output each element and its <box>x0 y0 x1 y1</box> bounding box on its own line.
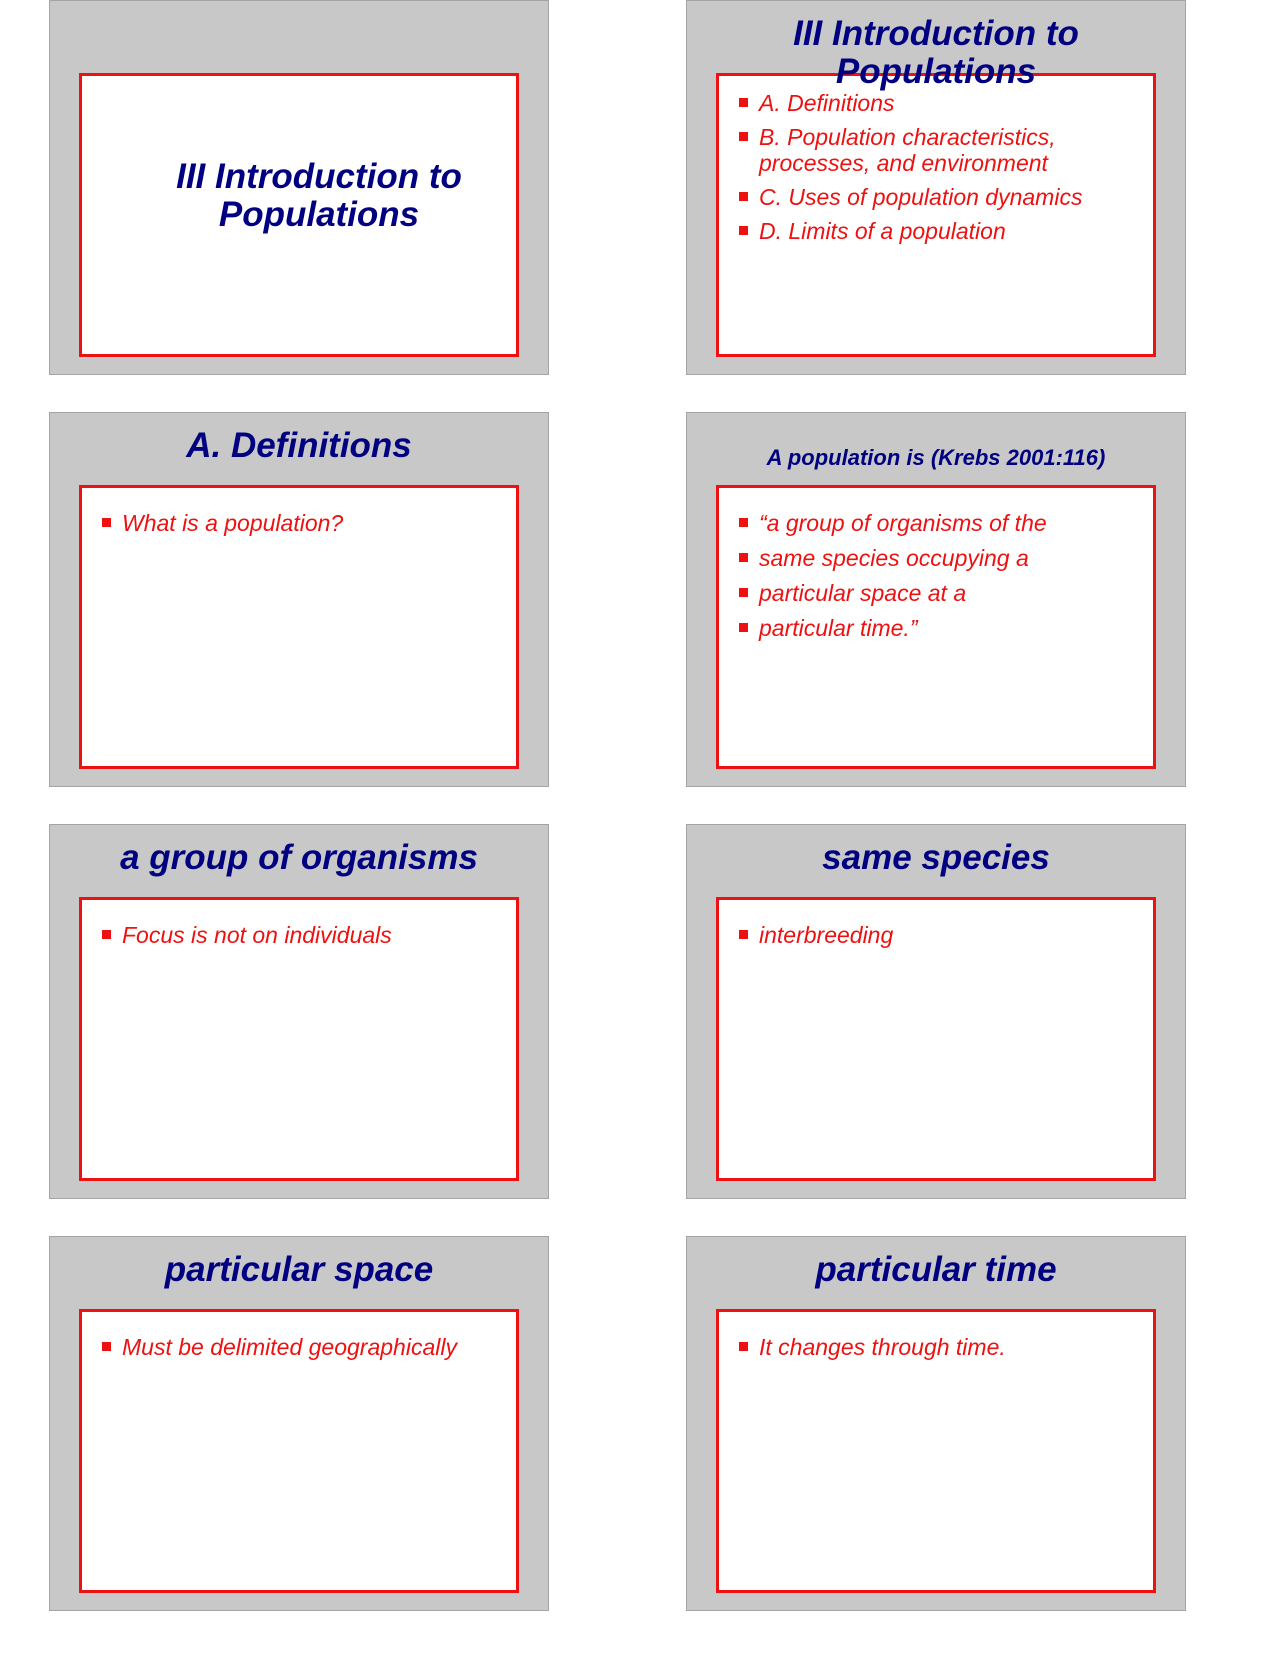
bullet-item: C. Uses of population dynamics <box>739 184 1137 210</box>
bullet-list <box>719 488 1153 641</box>
bullet-item: D. Limits of a population <box>739 218 1137 244</box>
bullet-list <box>719 76 1153 244</box>
slide-title: a group of organisms <box>120 838 478 877</box>
bullet-item: interbreeding <box>739 922 1137 948</box>
bullet-item: Focus is not on individuals <box>102 922 500 948</box>
slide-1 <box>49 0 549 375</box>
slide-8 <box>686 1236 1186 1611</box>
slide-title: same species <box>822 838 1050 877</box>
slide-title: III Introduction to Populations <box>793 14 1079 91</box>
bullet-item: particular time.” <box>739 615 1137 641</box>
bullet-list <box>82 1312 516 1360</box>
bullet-item: particular space at a <box>739 580 1137 606</box>
slide-content-box <box>79 1309 519 1593</box>
slide-5 <box>49 824 549 1199</box>
slide-content-box <box>79 485 519 769</box>
slide-3 <box>49 412 549 787</box>
slide-content-box <box>79 897 519 1181</box>
slide-7 <box>49 1236 549 1611</box>
slide-2 <box>686 0 1186 375</box>
bullet-item: A. Definitions <box>739 90 1137 116</box>
bullet-item: B. Population characteristics, processes, and environment <box>739 124 1137 176</box>
bullet-item: Must be delimited geographically <box>102 1334 500 1360</box>
bullet-item: It changes through time. <box>739 1334 1137 1360</box>
slide-content-box <box>79 73 519 357</box>
slide-content-box <box>716 485 1156 769</box>
bullet-list <box>719 1312 1153 1360</box>
bullet-list <box>719 900 1153 948</box>
bullet-item: same species occupying a <box>739 545 1137 571</box>
slide-content-box <box>716 1309 1156 1593</box>
bullet-list <box>82 900 516 948</box>
slide-title: III Introduction to Populations <box>176 157 462 234</box>
slide-title: A. Definitions <box>186 426 412 465</box>
slide-title: particular space <box>164 1250 434 1289</box>
slide-title: particular time <box>815 1250 1057 1289</box>
slide-title: A population is (Krebs 2001:116) <box>766 445 1106 470</box>
slide-content-box <box>716 897 1156 1181</box>
bullet-list <box>82 488 516 536</box>
slide-4 <box>686 412 1186 787</box>
slide-6 <box>686 824 1186 1199</box>
bullet-item: What is a population? <box>102 510 500 536</box>
bullet-item: “a group of organisms of the <box>739 510 1137 536</box>
slide-content-box <box>716 73 1156 357</box>
